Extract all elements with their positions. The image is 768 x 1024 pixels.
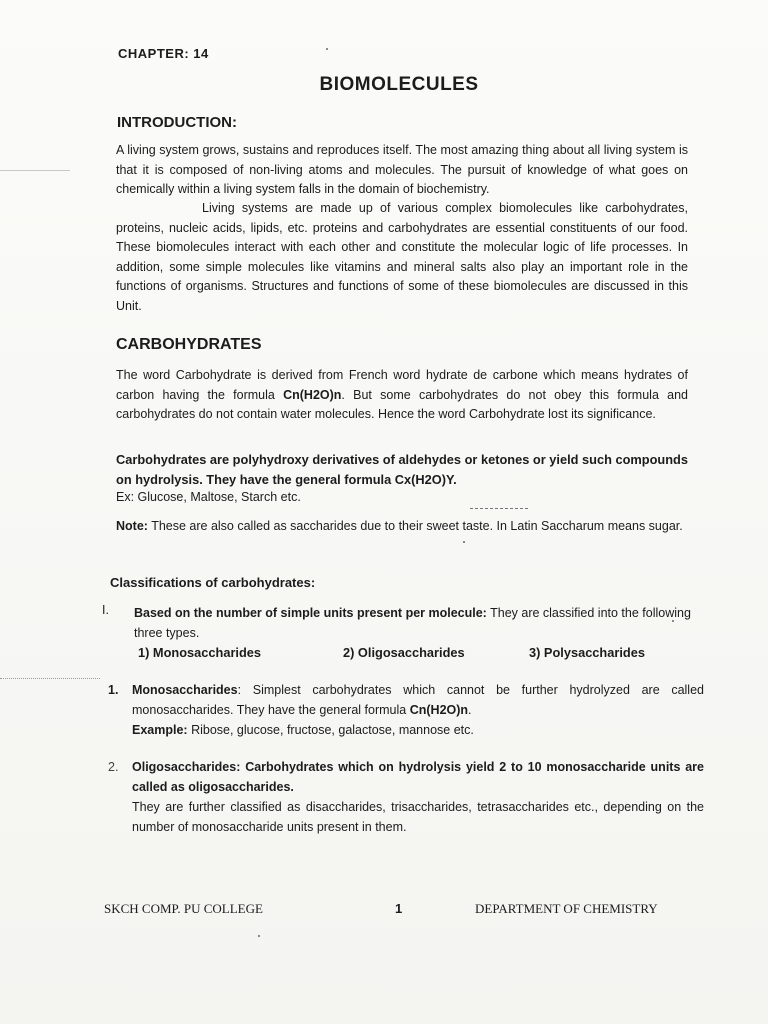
oligosaccharides-bold-text: : Carbohydrates which on hydrolysis yield 2 to 10 monosaccharide units are called as oligosaccharides. xyxy=(132,760,704,794)
pencil-dash xyxy=(470,508,528,510)
example-text: Ribose, glucose, fructose, galactose, mannose etc. xyxy=(187,723,474,737)
oligosaccharides-label: Oligosaccharides xyxy=(132,760,237,774)
speck xyxy=(258,935,260,937)
introduction-heading: INTRODUCTION: xyxy=(117,114,237,131)
formula: Cx(H2O)Y xyxy=(394,471,454,487)
carbohydrates-text: The word Carbohydrate is derived from French word hydrate de carbone which means hydrates of carbon having the formula xyxy=(116,368,688,402)
page-title: BIOMOLECULES xyxy=(319,74,479,95)
list-marker: 2. xyxy=(108,760,119,774)
classification-item-text: They are classified into the following three types. xyxy=(134,606,691,640)
chapter-label: CHAPTER: 14 xyxy=(118,46,209,61)
type-monosaccharides: 1) Monosaccharides xyxy=(138,645,262,660)
type-polysaccharides: 3) Polysaccharides xyxy=(529,645,645,660)
margin-mark xyxy=(0,678,100,680)
type-oligosaccharides: 2) Oligosaccharides xyxy=(343,645,465,660)
definition-text: Carbohydrates are polyhydroxy derivatives of aldehydes or ketones or yield such compounds on hydrolysis. They have the general formula xyxy=(116,452,688,487)
oligosaccharides-text: They are further classified as disaccharides, trisaccharides, tetrasaccharides etc., depending on the number of monosaccharide units present in them. xyxy=(132,800,704,834)
carbohydrates-heading: CARBOHYDRATES xyxy=(116,336,262,353)
formula: Cn(H2O)n xyxy=(409,703,469,717)
monosaccharides-text: : Simplest carbohydrates which cannot be further hydrolyzed are called monosaccharides. They have the general formula xyxy=(132,683,704,717)
carbohydrates-text: . But some carbohydrates do not obey this formula and carbohydrates do not contain water molecules. Hence the word Carbohydrate lost its significance. xyxy=(116,387,688,421)
note-text: These are also called as saccharides due to their sweet taste. In Latin Saccharum means sugar. xyxy=(147,519,683,533)
classification-heading: Classifications of carbohydrates: xyxy=(110,575,316,590)
monosaccharides-item xyxy=(132,680,704,740)
note-label: Note: xyxy=(116,519,148,533)
page-number: 1 xyxy=(395,901,403,916)
monosaccharides-label: Monosaccharides xyxy=(132,683,238,697)
speck xyxy=(326,48,328,50)
list-marker: I. xyxy=(102,603,109,617)
footer-department: DEPARTMENT OF CHEMISTRY xyxy=(475,901,658,916)
introduction-paragraph-2: Living systems are made up of various complex biomolecules like carbohydrates, proteins, nucleic acids, lipids, etc. proteins and carbohydrates are essential constituents of our food. These biomolecules interact with each other and constitute the molecular logic of life processes. In addition, some simple molecules like vitamins and mineral salts also play an important role in the functions of organisms. Structures and functions of some of these biomolecules are discussed in this Unit. xyxy=(116,201,688,313)
footer-college: SKCH COMP. PU COLLEGE xyxy=(104,901,263,916)
monosaccharides-text: . xyxy=(468,703,472,717)
carbohydrates-definition xyxy=(116,450,688,489)
margin-mark xyxy=(0,170,70,171)
formula: Cn(H2O)n xyxy=(283,387,342,402)
list-marker: 1. xyxy=(108,683,119,697)
definition-text: . xyxy=(453,471,457,487)
note-paragraph xyxy=(116,517,688,537)
speck xyxy=(463,541,465,543)
introduction-paragraph-1: A living system grows, sustains and reproduces itself. The most amazing thing about all living system is that it is composed of non-living atoms and molecules. The pursuit of knowledge of what goes on chemically within a living system falls in the domain of biochemistry. xyxy=(116,143,688,196)
classification-item xyxy=(134,603,700,643)
example-label: Example: xyxy=(132,723,188,737)
oligosaccharides-item xyxy=(132,757,704,837)
carbohydrates-paragraph xyxy=(116,366,688,425)
carbohydrates-example: Ex: Glucose, Maltose, Starch etc. xyxy=(116,490,301,504)
classification-item-bold: Based on the number of simple units present per molecule: xyxy=(134,606,487,620)
